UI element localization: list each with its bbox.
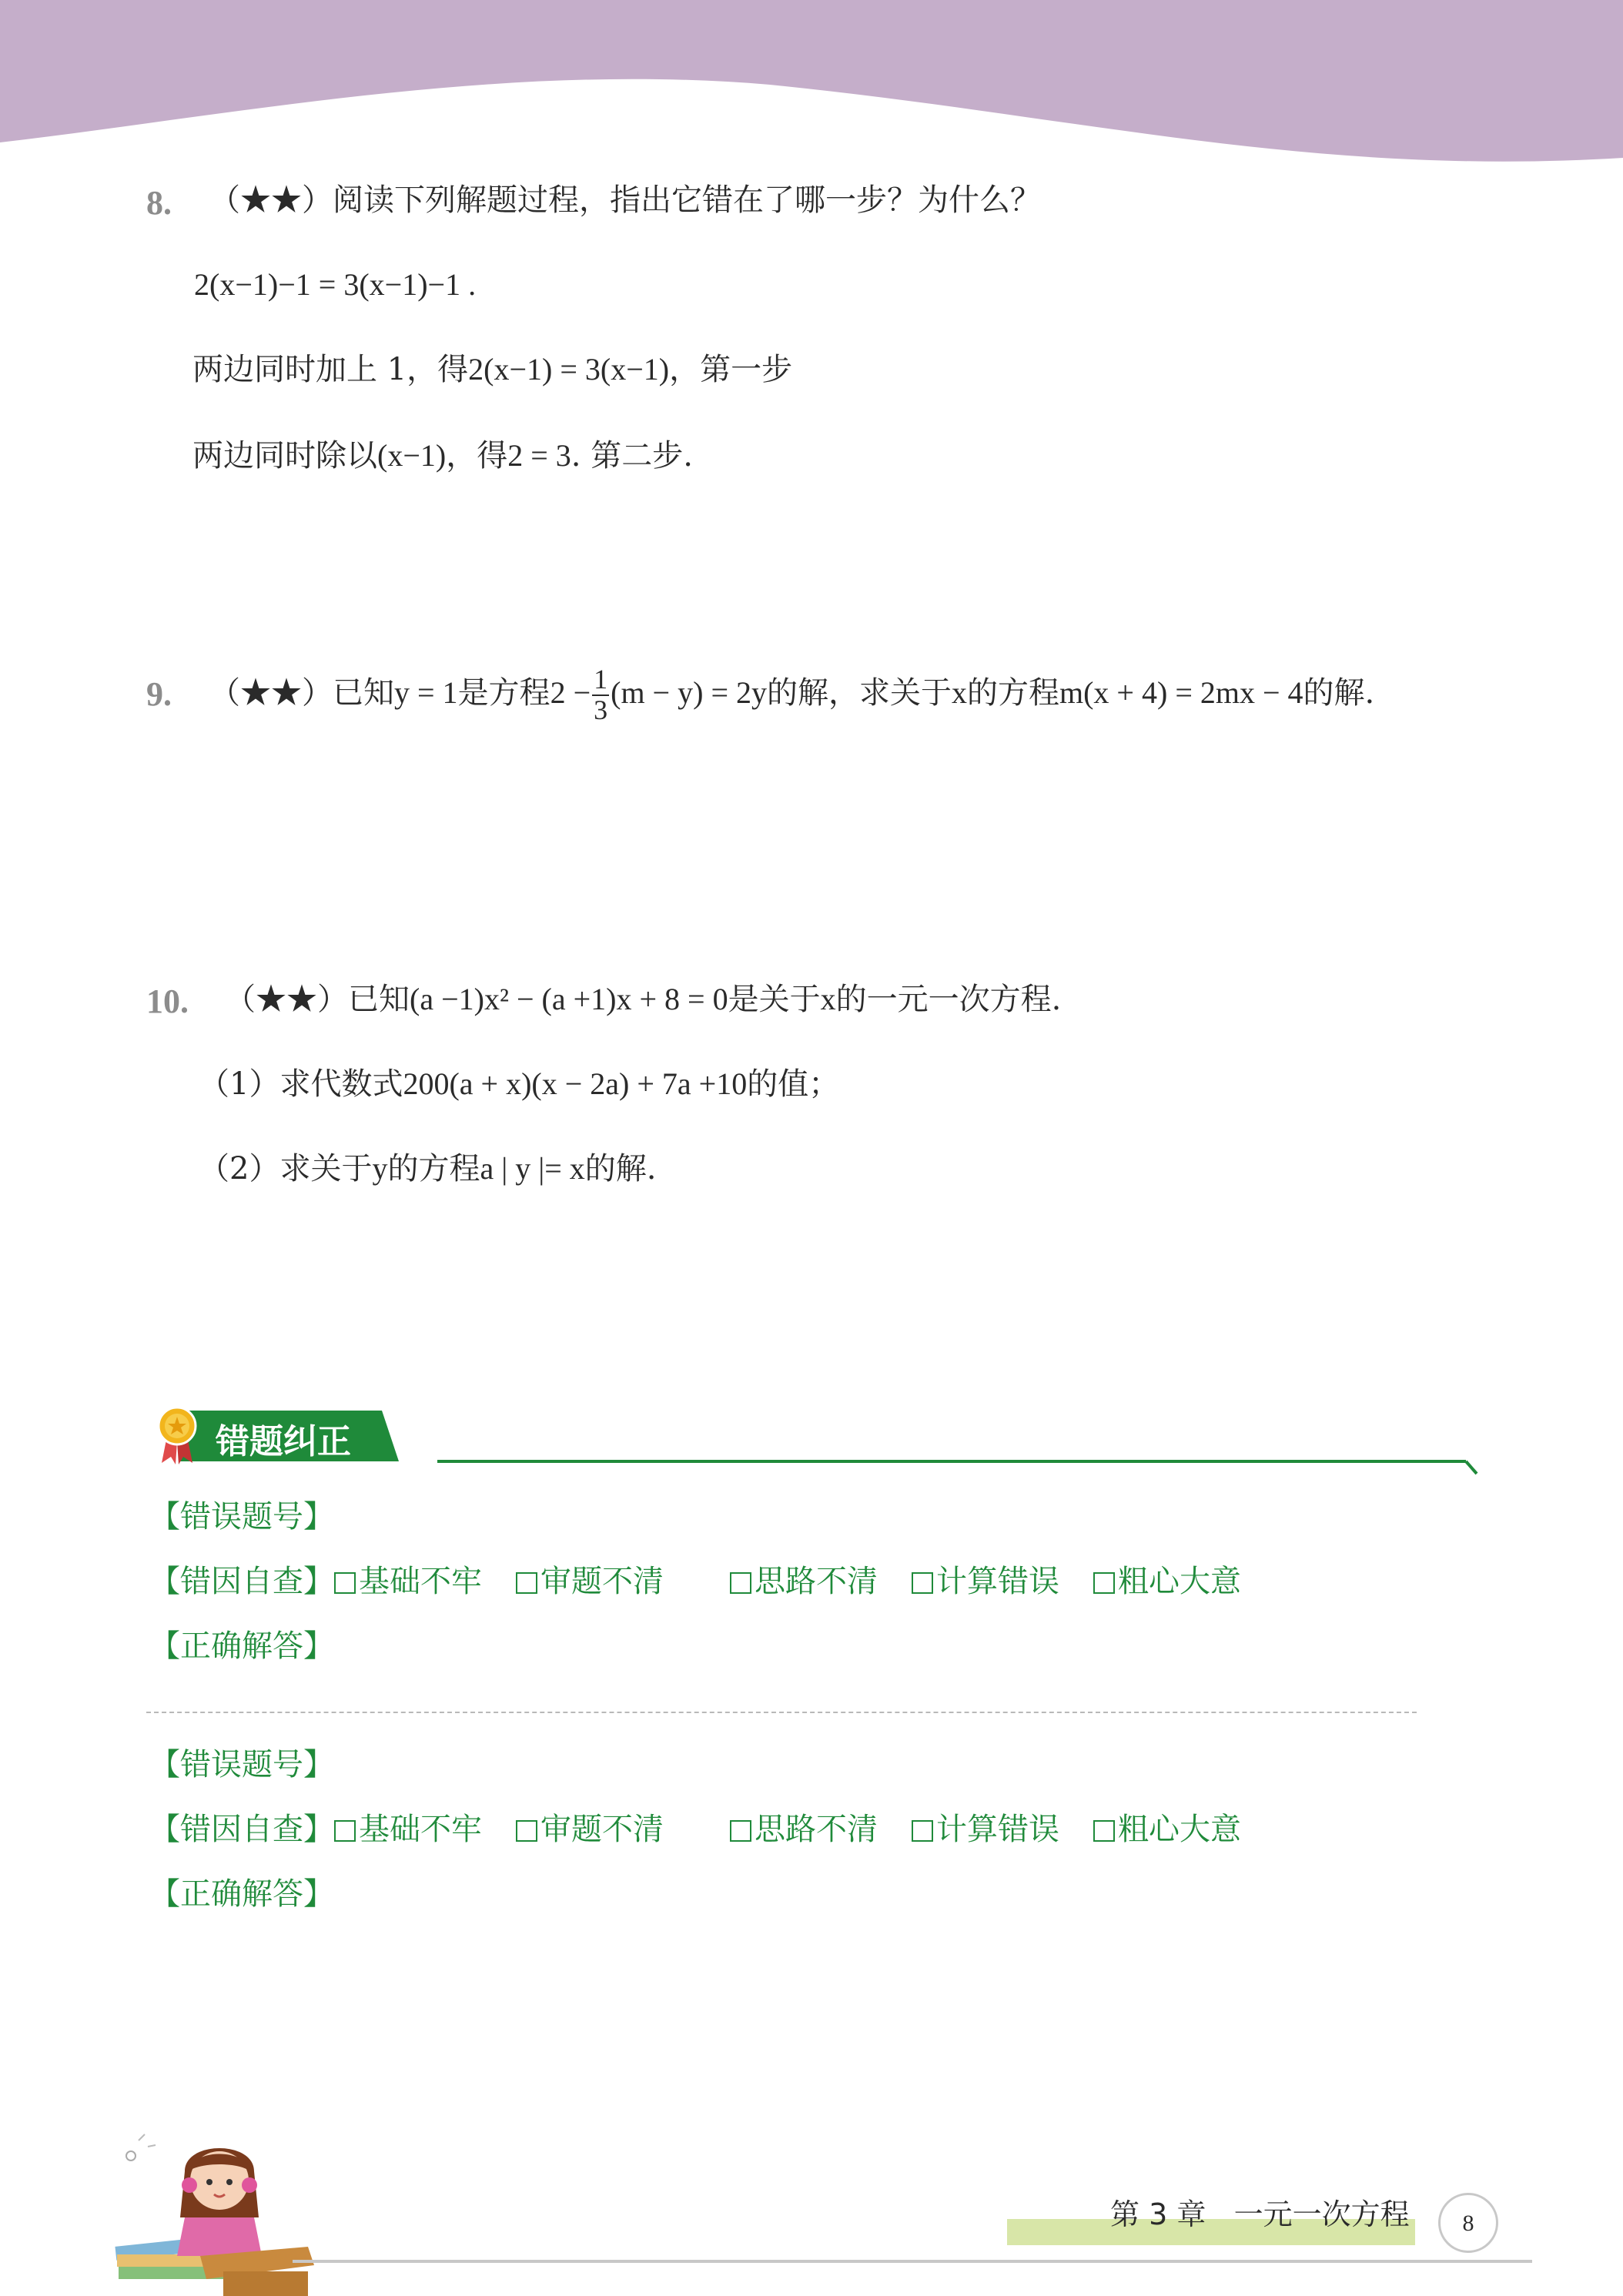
checkbox[interactable] bbox=[334, 1572, 356, 1594]
question-number: 10. bbox=[146, 982, 189, 1020]
cause-label: 【错因自查】 bbox=[149, 1812, 334, 1847]
solution-step-2: 两边同时除以(x−1)，得2 = 3. 第二步. bbox=[192, 438, 693, 474]
checkbox[interactable] bbox=[912, 1572, 933, 1594]
option-reading[interactable]: 审题不清 bbox=[516, 1566, 664, 1597]
difficulty-stars: （★★） bbox=[209, 675, 333, 711]
question-prompt: （★★）阅读下列解题过程，指出它错在了哪一步？为什么？ bbox=[209, 182, 1041, 218]
option-thinking[interactable]: 思路不清 bbox=[730, 1814, 878, 1845]
difficulty-stars: （★★） bbox=[209, 182, 333, 218]
checkbox[interactable] bbox=[730, 1820, 751, 1842]
equation: 2(x−1)−1 = 3(x−1)−1 . bbox=[194, 267, 477, 302]
option-basic[interactable]: 基础不牢 bbox=[334, 1566, 482, 1597]
option-basic[interactable]: 基础不牢 bbox=[334, 1814, 482, 1845]
question-prompt: （★★）已知y = 1是方程2 − $\frac{1}{3}$ (m − y) = 2y的解，求关于x的方程m(x + 4) = 2mx − 4的解. bbox=[209, 664, 1375, 725]
wrong-number-label: 【错误题号】 bbox=[149, 1747, 334, 1782]
option-calculation[interactable]: 计算错误 bbox=[912, 1814, 1059, 1845]
checkbox[interactable] bbox=[730, 1572, 751, 1594]
footer-rule bbox=[293, 2260, 1532, 2263]
option-thinking[interactable]: 思路不清 bbox=[730, 1566, 878, 1597]
checkbox[interactable] bbox=[1093, 1820, 1115, 1842]
correction-title: 错题纠正 bbox=[216, 1422, 351, 1461]
cause-check-row bbox=[149, 1814, 1275, 1845]
medal-icon bbox=[154, 1406, 200, 1464]
checkbox[interactable] bbox=[912, 1820, 933, 1842]
option-careless[interactable]: 粗心大意 bbox=[1093, 1814, 1241, 1845]
correct-answer-label: 【正确解答】 bbox=[149, 1876, 334, 1912]
solution-step-1: 两边同时加上 1，得2(x−1) = 3(x−1)，第一步 bbox=[192, 352, 793, 387]
header-band bbox=[0, 0, 1623, 177]
checkbox[interactable] bbox=[1093, 1572, 1115, 1594]
divider bbox=[146, 1712, 1417, 1713]
fraction: $\frac{1}{3}$ bbox=[594, 664, 608, 725]
option-calculation[interactable]: 计算错误 bbox=[912, 1566, 1059, 1597]
option-reading[interactable]: 审题不清 bbox=[516, 1814, 664, 1845]
cause-label: 【错因自查】 bbox=[149, 1564, 334, 1599]
page-number-badge bbox=[1438, 2193, 1498, 2253]
checkbox[interactable] bbox=[516, 1820, 537, 1842]
option-careless[interactable]: 粗心大意 bbox=[1093, 1566, 1241, 1597]
chapter-title: 第 3 章 一元一次方程 bbox=[1110, 2197, 1410, 2231]
sub-question-1: （1）求代数式200(a + x)(x − 2a) + 7a +10的值； bbox=[199, 1066, 840, 1102]
sub-question-2: （2）求关于y的方程a | y |= x的解. bbox=[199, 1151, 657, 1186]
page-number: 8 bbox=[1462, 2211, 1474, 2236]
checkbox[interactable] bbox=[516, 1572, 537, 1594]
checkbox[interactable] bbox=[334, 1820, 356, 1842]
wrong-number-label: 【错误题号】 bbox=[149, 1499, 334, 1535]
difficulty-stars: （★★） bbox=[225, 982, 348, 1017]
student-illustration bbox=[108, 2125, 323, 2296]
question-number: 8. bbox=[146, 184, 172, 222]
correct-answer-label: 【正确解答】 bbox=[149, 1628, 334, 1664]
question-prompt: （★★）已知(a −1)x² − (a +1)x + 8 = 0是关于x的一元一次方程. bbox=[225, 982, 1062, 1017]
cause-check-row bbox=[149, 1566, 1275, 1597]
question-number: 9. bbox=[146, 675, 172, 713]
